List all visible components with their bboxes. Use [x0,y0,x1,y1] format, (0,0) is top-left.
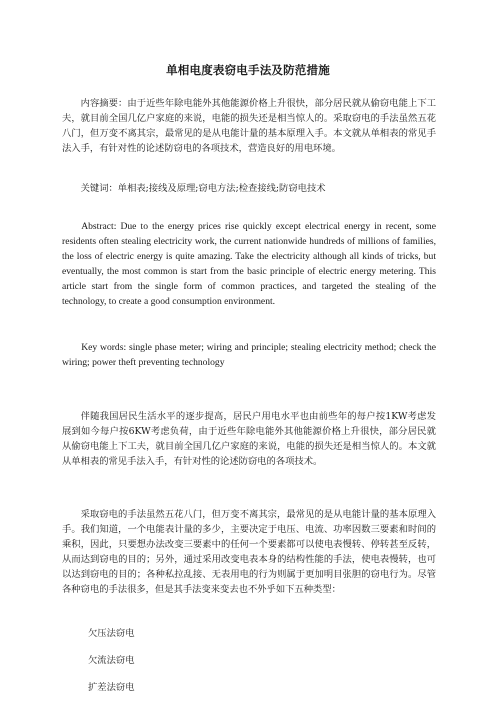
keywords-english: Key words: single phase meter; wiring and principle; stealing electricity method; check the wiring; power theft preventing technology [62,342,436,368]
list-item: 欠压法窃电 [88,628,135,639]
list-item: 扩差法窃电 [88,682,135,693]
body-paragraph-1: 伴随我国居民生活水平的逐步提高，居民户用电水平也由前些年的每户按1KW考虑发展到如今每户按6KW考虑负荷，由于近些年除电能外其他能源价格上升很快，部分居民就从偷窃电能上下工夫，就目前全国几亿户家庭的来说，电能的损失还是相当惊人的。本文就从单相表的常见手法入手，有针对性的论述防窃电的各项技术。 [62,411,436,467]
document-title: 单相电度表窃电手法及防范措施 [166,63,330,77]
body-paragraph-2: 采取窃电的手法虽然五花八门，但万变不离其宗，最常见的是从电能计量的基本原理入手。我们知道，一个电能表计量的多少，主要决定于电压、电流、功率因数三要素和时间的乘积，因此，只要想办法改变三要素中的任何一个要素都可以使电表慢转、停转甚至反转，从而达到窃电的目的；另外，通过采用改变电表本身的结构性能的手法，使电表慢转，也可以达到窃电的目的；各种私拉乱接、无表用电的行为则属于更加明目张胆的窃电行为。尽管各种窃电的手法很多，但是其手法变来变去也不外乎如下五种类型： [62,509,436,595]
abstract-english: Abstract: Due to the energy prices rise quickly except electrical energy in recent, some residents often stealing electricity work, the current nationwide hundreds of millions of families, the loss of electric energy is quite amazing. Take the electricity although all kinds of tricks, but eventually, the most common is start from the basic principle of electric energy metering. This article start from the single form of common practices, and targeted the stealing of the technology, to create a good consumption environment. [62,221,436,307]
keywords-chinese: 关键词：单相表;接线及原理;窃电方法;检查接线;防窃电技术 [80,183,326,194]
abstract-chinese: 内容摘要：由于近些年除电能外其他能源价格上升很快，部分居民就从偷窃电能上下工夫，就目前全国几亿户家庭的来说，电能的损失还是相当惊人的。采取窃电的手法虽然五花八门，但万变不离其宗，最常见的是从电能计量的基本原理入手。本文就从单相表的常见手法入手，有针对性的论述防窃电的各项技术，营造良好的用电环境。 [62,98,436,154]
list-item: 欠流法窃电 [88,655,135,666]
